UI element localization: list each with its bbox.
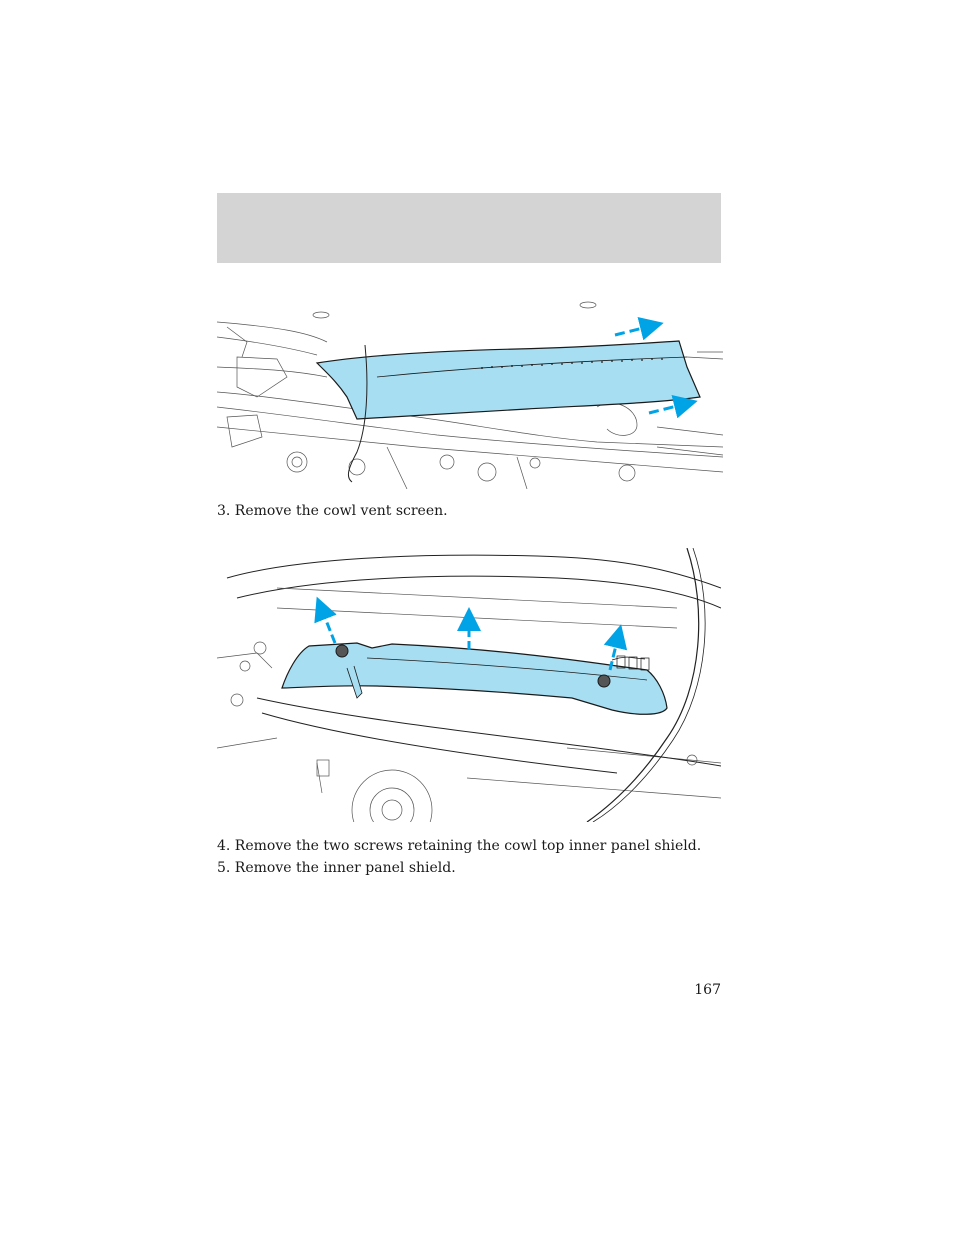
header-band xyxy=(217,193,721,263)
step-3-text: 3. Remove the cowl vent screen. xyxy=(217,503,448,519)
illustration-inner-panel-shield xyxy=(217,548,721,822)
page-number: 167 xyxy=(694,982,721,998)
illustration-cowl-vent-screen xyxy=(217,297,723,489)
step-5-text: 5. Remove the inner panel shield. xyxy=(217,860,456,876)
step-4-text: 4. Remove the two screws retaining the cowl top inner panel shield. xyxy=(217,838,702,854)
